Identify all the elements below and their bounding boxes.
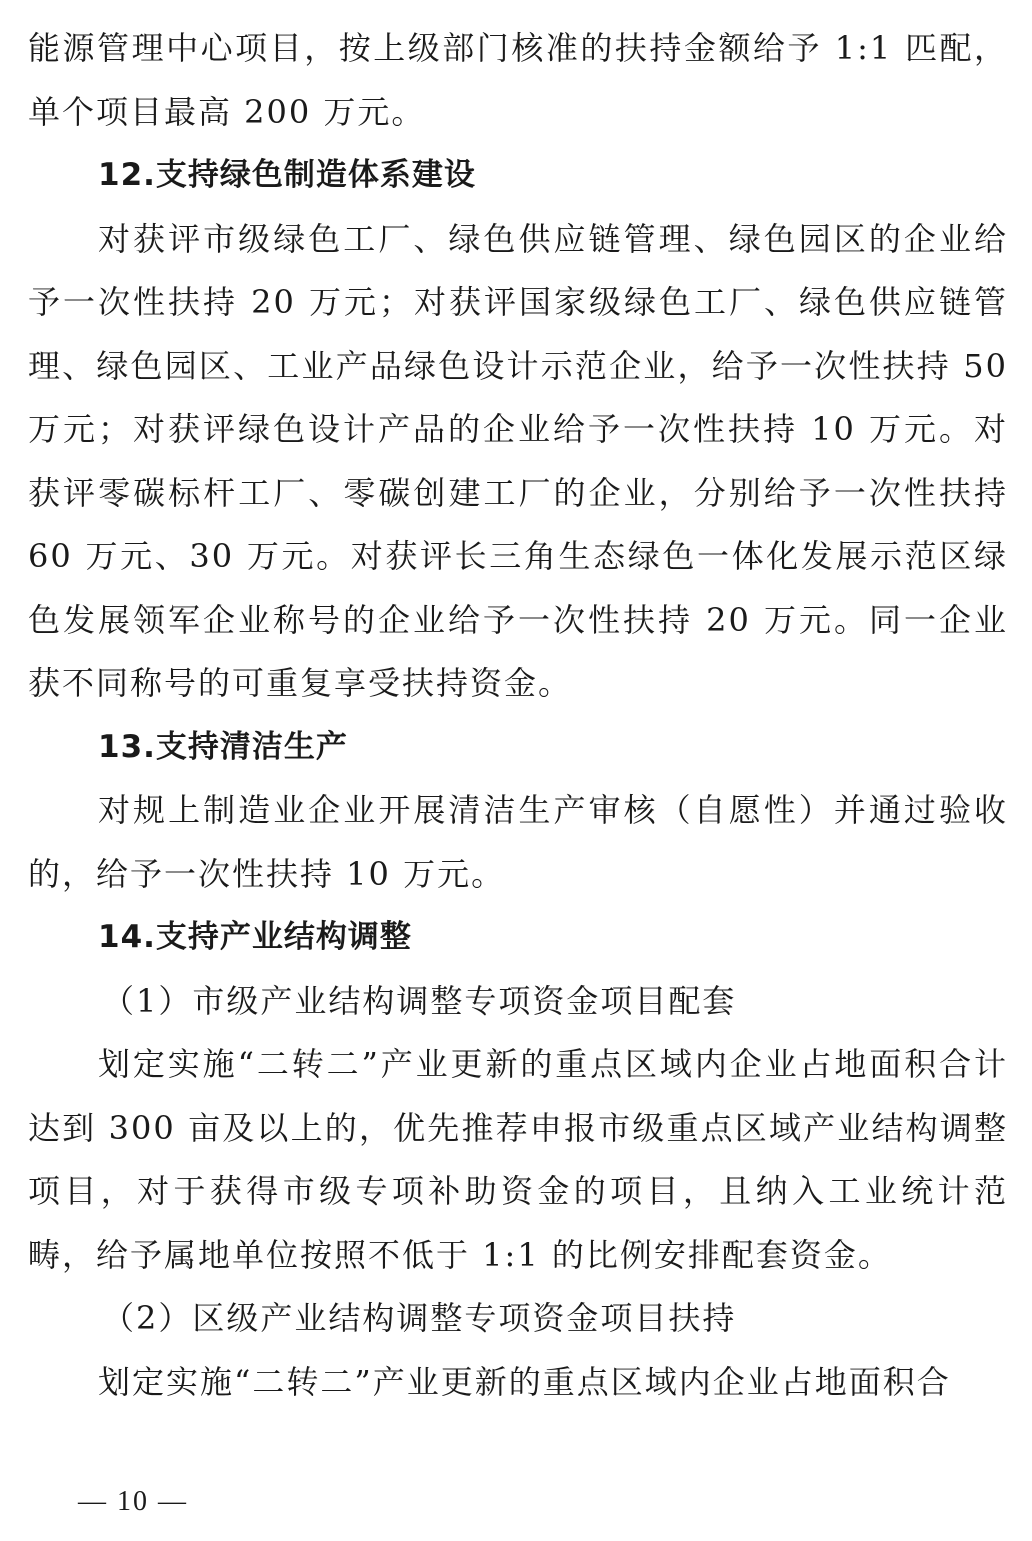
paragraph-clean-production: 对规上制造业企业开展清洁生产审核（自愿性）并通过验收的，给予一次性扶持 10 万元。 [28,791,1008,893]
section-heading-14: 14.支持产业结构调整 [98,919,412,955]
paragraph-district-adjustment: 划定实施“二转二”产业更新的重点区域内企业占地面积合 [98,1362,951,1401]
subsection-heading-1: （1）市级产业结构调整专项资金项目配套 [102,981,737,1020]
section-heading-13: 13.支持清洁生产 [98,728,348,765]
section-heading-12: 12.支持绿色制造体系建设 [98,157,476,193]
paragraph-green-manufacturing: 对获评市级绿色工厂、绿色供应链管理、绿色园区的企业给予一次性扶持 20 万元；对获评国家级绿色工厂、绿色供应链管理、绿色园区、工业产品绿色设计示范企业，给予一次性扶持 50 万元；对获评绿色设计产品的企业给予一次性扶持 10 万元。对获评零碳标杆工厂、零碳创建工厂的企业，分别给予一次性扶持 60 万元、30 万元。对获评长三角生态绿色一体化发展示范区绿色发展领军企业称号的企业给予一次性扶持 20 万元。同一企业获不同称号的可重复享受扶持资金。 [28,219,1008,702]
paragraph-municipal-adjustment: 划定实施“二转二”产业更新的重点区域内企业占地面积合计达到 300 亩及以上的，优先推荐申报市级重点区域产业结构调整项目，对于获得市级专项补助资金的项目，且纳入工业统计范畴，给予属地单位按照不低于 1:1 的比例安排配套资金。 [28,1045,1008,1274]
subsection-heading-2: （2）区级产业结构调整专项资金项目扶持 [102,1299,737,1337]
paragraph-continuation: 能源管理中心项目，按上级部门核准的扶持金额给予 1:1 匹配，单个项目最高 200 万元。 [28,29,1008,131]
page-number: — 10 — [78,1486,188,1517]
document-body [28,17,1008,1414]
